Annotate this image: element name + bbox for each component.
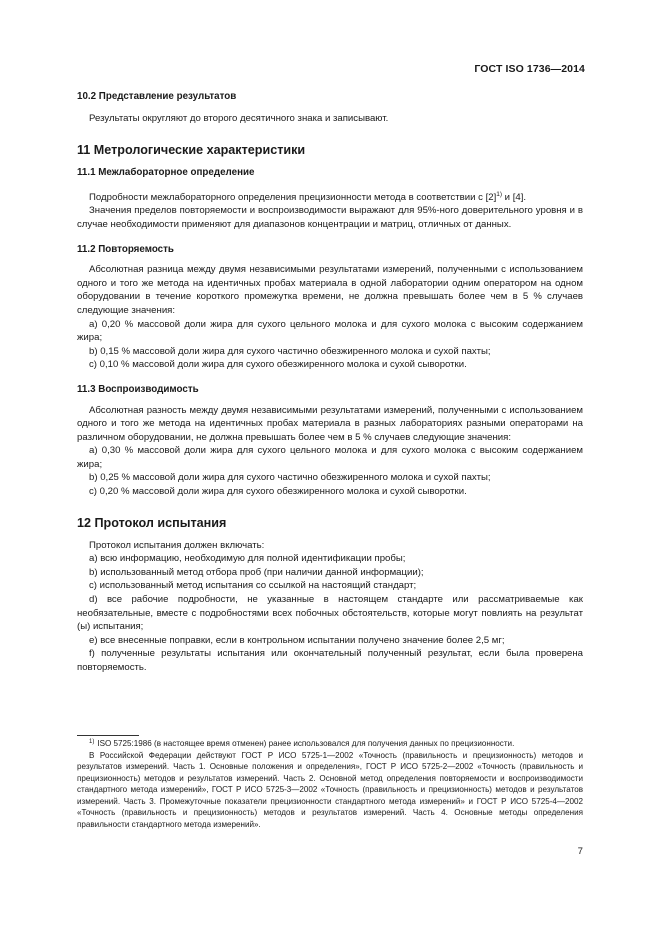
footnote-ref: 1) <box>496 190 503 198</box>
section-12-heading: 12 Протокол испытания <box>77 515 227 530</box>
page-content <box>77 90 583 675</box>
list-item: a) 0,30 % массовой доли жира для сухого цельного молока и для сухого молока с высоким содержанием жира; <box>77 445 583 470</box>
footnote-2: В Российской Федерации действуют ГОСТ Р ИСО 5725-1—2002 «Точность (правильность и прецизионность) методов и результатов измерений. Часть 1. Основные положения и определения», ГОСТ Р ИСО 5725-2—2002 «Точность (правильность и прецизионность) методов и результатов измерений. Часть 2. Основной метод определения повторяемости и воспроизводимости стандартного метода измерений», ГОСТ Р ИСО 5725-3—2002 «Точность (правильность и прецизионность) методов и результатов измерений. Часть 3. Промежуточные показатели прецизионности стандартного метода измерений» и ГОСТ Р ИСО 5725-4—2002 «Точность (правильность и прецизионность) методов и результатов измерений. Часть 4. Основные методы определения правильности стандартного метода измерений». <box>77 750 583 829</box>
section-11-3-intro: Абсолютная разность между двумя независимыми результатами измерений, полученными с использованием одного и того же метода на идентичных пробах материала в разных лабораториях разными операторами на различном оборудовании, не должна превышать более чем в 5 % случаев следующие значения: <box>77 404 583 443</box>
section-11-heading: 11 Метрологические характеристики <box>77 143 306 158</box>
section-11-1-heading: 11.1 Межлабораторное определение <box>77 167 255 179</box>
list-item: b) 0,25 % массовой доли жира для сухого частично обезжиренного молока и сухой пахты; <box>89 472 491 484</box>
list-item: c) 0,10 % массовой доли жира для сухого обезжиренного молока и сухой сыворотки. <box>89 359 467 371</box>
section-12-intro: Протокол испытания должен включать: <box>89 539 265 551</box>
page-number: 7 <box>577 846 583 857</box>
section-10-2-text: Результаты округляют до второго десятичного знака и записывают. <box>89 112 389 124</box>
list-item: c) 0,20 % массовой доли жира для сухого обезжиренного молока и сухой сыворотки. <box>89 486 467 498</box>
section-11-1-p1-tail: и [4]. <box>502 191 527 203</box>
section-11-2-heading: 11.2 Повторяемость <box>77 243 174 255</box>
section-11-1-p1 <box>77 188 583 205</box>
footnotes <box>77 737 583 830</box>
section-11-2-intro: Абсолютная разница между двумя независимыми результатами измерений, полученными с использованием одного и того же метода на идентичных пробах материала в одной лаборатории одним оператором на одном оборудовании в течение короткого промежутка времени, не должна превышать более чем в 5 % случаев следующие значения: <box>77 264 583 316</box>
section-11-3-heading: 11.3 Воспроизводимость <box>77 383 199 395</box>
footnote-divider <box>77 735 139 736</box>
footnote-1-text: ISO 5725:1986 (в настоящее время отменен) ранее использовался для получения данных по прецизионности. <box>97 739 515 748</box>
list-item: b) 0,15 % массовой доли жира для сухого частично обезжиренного молока и сухой пахты; <box>89 345 491 357</box>
section-11-1-p1-text: Подробности межлабораторного определения прецизионности метода в соответствии с [2] <box>89 191 497 203</box>
footnote-1 <box>77 737 583 750</box>
list-item: a) 0,20 % массовой доли жира для сухого цельного молока и для сухого молока с высоким содержанием жира; <box>77 318 583 344</box>
document-code: ГОСТ ISO 1736—2014 <box>474 63 585 75</box>
footnote-mark: 1) <box>89 739 95 745</box>
list-item: a) всю информацию, необходимую для полной идентификации пробы; <box>89 553 406 565</box>
list-item: d) все рабочие подробности, не указанные в настоящем стандарте или рассматриваемые как необязательные, вместе с подробностями всех побочных обстоятельств, которые могут повлиять на результат (ы) испытания; <box>77 594 583 633</box>
section-11-1-p2: Значения пределов повторяемости и воспроизводимости выражают для 95%-ного доверительного уровня и в случае необходимости применяют для диапазонов концентрации и матриц, отличных от данных. <box>77 205 583 230</box>
section-10-2-heading: 10.2 Представление результатов <box>77 91 237 102</box>
list-item: f) полученные результаты испытания или окончательный полученный результат, если была проверена повторяемость. <box>77 648 583 673</box>
list-item: b) использованный метод отбора проб (при наличии данной информации); <box>89 566 424 578</box>
list-item: c) использованный метод испытания со ссылкой на настоящий стандарт; <box>89 580 417 592</box>
list-item: e) все внесенные поправки, если в контрольном испытании получено значение более 2,5 мг; <box>89 634 505 646</box>
